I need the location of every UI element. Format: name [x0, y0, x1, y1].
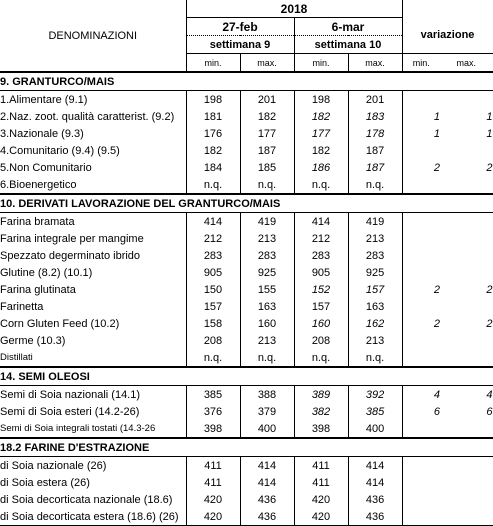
- value-min-1: 158: [186, 315, 240, 332]
- value-max-2: 414: [348, 474, 402, 491]
- table-row: [0, 474, 493, 491]
- value-max-1: 163: [240, 298, 294, 315]
- row-name: 5.Non Comunitario: [0, 161, 92, 174]
- value-max-1: n.q.: [240, 176, 294, 194]
- variation-min: 6: [433, 405, 441, 418]
- section-header: [0, 438, 493, 457]
- row-name: 6.Bioenergetico: [0, 176, 186, 194]
- value-min-2: 411: [294, 457, 348, 475]
- variation-max: [440, 332, 493, 349]
- table-row: [0, 386, 493, 404]
- max-header: max.: [240, 54, 294, 73]
- variation-max: [440, 230, 493, 247]
- value-min-2: 182: [294, 108, 348, 125]
- value-min-2: 152: [294, 281, 348, 298]
- value-max-2: n.q.: [348, 176, 402, 194]
- value-min-1: 414: [186, 213, 240, 231]
- table-row: [0, 213, 493, 231]
- variation-min: [402, 176, 440, 194]
- value-min-2: 157: [294, 298, 348, 315]
- date-header-1: 27-feb: [186, 18, 294, 36]
- variation-max: 4: [440, 386, 493, 404]
- value-max-1: 201: [240, 91, 294, 109]
- value-min-1: 157: [186, 298, 240, 315]
- value-max-2: 414: [348, 457, 402, 475]
- row-name: Farina integrale per mangime: [0, 232, 144, 245]
- denominazioni-header: DENOMINAZIONI: [48, 29, 138, 42]
- row-name: 3.Nazionale (9.3): [0, 127, 84, 140]
- value-min-1: 176: [186, 125, 240, 142]
- value-max-2: 213: [348, 230, 402, 247]
- section-title: 14. SEMI OLEOSI: [0, 367, 493, 386]
- value-max-1: 388: [240, 386, 294, 404]
- week-header-2: settimana 10: [294, 36, 402, 54]
- value-min-1: 411: [186, 457, 240, 475]
- value-min-1: 182: [186, 142, 240, 159]
- value-max-2: 213: [348, 332, 402, 349]
- week-header-1: settimana 9: [186, 36, 294, 54]
- variation-min: [402, 457, 440, 475]
- table-row: [0, 176, 493, 194]
- row-name: 2.Naz. zoot. qualità caratterist. (9.2): [0, 110, 175, 123]
- value-max-1: 419: [240, 213, 294, 231]
- variation-min: 1: [433, 127, 441, 140]
- variation-min: [402, 474, 440, 491]
- value-min-1: 212: [186, 230, 240, 247]
- variation-max: [440, 247, 493, 264]
- variation-max: [440, 420, 493, 438]
- section-header: [0, 194, 493, 213]
- value-min-2: 414: [294, 213, 348, 231]
- variation-max: [440, 142, 493, 159]
- value-min-2: 411: [294, 474, 348, 491]
- value-max-1: 185: [240, 159, 294, 176]
- value-min-1: n.q.: [186, 176, 240, 194]
- variation-max: 6: [440, 403, 493, 420]
- variation-min: 1: [433, 110, 441, 123]
- value-min-2: 905: [294, 264, 348, 281]
- table-row: [0, 91, 493, 109]
- value-max-2: 385: [348, 403, 402, 420]
- row-name: 1.Alimentare (9.1): [0, 93, 88, 106]
- value-max-1: 187: [240, 142, 294, 159]
- value-max-1: 436: [240, 491, 294, 508]
- row-name: Semi di Soia nazionali (14.1): [0, 388, 141, 401]
- value-max-2: 392: [348, 386, 402, 404]
- variation-max: [440, 474, 493, 491]
- table-row: [0, 315, 493, 332]
- variation-max: [440, 298, 493, 315]
- table-row: [0, 142, 493, 159]
- section-title: 10. DERIVATI LAVORAZIONE DEL GRANTURCO/MAIS: [0, 194, 493, 213]
- table-row: [0, 230, 493, 247]
- max-header: max.: [348, 54, 402, 73]
- variation-min: [402, 264, 440, 281]
- value-max-1: n.q.: [240, 349, 294, 367]
- value-min-2: 182: [294, 142, 348, 159]
- variation-min: [402, 298, 440, 315]
- value-max-2: 283: [348, 247, 402, 264]
- value-min-2: n.q.: [294, 349, 348, 367]
- value-max-1: 213: [240, 230, 294, 247]
- variation-max: [440, 349, 493, 367]
- value-min-2: 160: [294, 315, 348, 332]
- value-max-2: 201: [348, 91, 402, 109]
- value-min-1: 376: [186, 403, 240, 420]
- value-max-1: 155: [240, 281, 294, 298]
- variation-max: [440, 91, 493, 109]
- min-header: min.: [186, 54, 240, 73]
- variation-max: [440, 457, 493, 475]
- variation-min: [402, 420, 440, 438]
- value-min-1: 411: [186, 474, 240, 491]
- row-name: Semi di Soia integrali tostati (14.3-26: [0, 420, 186, 438]
- max-header: max.: [440, 54, 493, 73]
- variation-min: [402, 91, 440, 109]
- value-min-1: 198: [186, 91, 240, 109]
- row-name: Farinetta: [0, 300, 44, 313]
- value-min-2: 212: [294, 230, 348, 247]
- value-min-1: n.q.: [186, 349, 240, 367]
- table-row: [0, 281, 493, 298]
- value-min-1: 420: [186, 491, 240, 508]
- section-title: 18.2 FARINE D'ESTRAZIONE: [0, 438, 493, 457]
- row-name: Glutine (8.2) (10.1): [0, 266, 93, 279]
- row-name: di Soia decorticata nazionale (18.6): [0, 493, 173, 506]
- variation-max: [440, 264, 493, 281]
- value-max-2: 400: [348, 420, 402, 438]
- variation-max: 2: [440, 315, 493, 332]
- row-name: Farina bramata: [0, 215, 75, 228]
- value-min-1: 283: [186, 247, 240, 264]
- variation-min: 2: [433, 161, 441, 174]
- value-min-2: n.q.: [294, 176, 348, 194]
- table-row: [0, 403, 493, 420]
- variation-max: 1: [440, 108, 493, 125]
- row-name: Semi di Soia esteri (14.2-26): [0, 405, 140, 418]
- min-header: min.: [402, 54, 440, 73]
- variation-min: 2: [433, 283, 441, 296]
- variation-max: 2: [440, 159, 493, 176]
- variation-min: [402, 332, 440, 349]
- value-min-1: 385: [186, 386, 240, 404]
- value-max-2: 183: [348, 108, 402, 125]
- section-header: [0, 367, 493, 386]
- value-max-1: 414: [240, 457, 294, 475]
- value-max-2: 436: [348, 491, 402, 508]
- variation-min: [402, 247, 440, 264]
- table-row: [0, 349, 493, 367]
- table-row: [0, 247, 493, 264]
- header-row-year: [0, 0, 493, 18]
- value-max-1: 436: [240, 508, 294, 526]
- table-row: [0, 264, 493, 281]
- value-max-2: 163: [348, 298, 402, 315]
- variation-min: [402, 230, 440, 247]
- table-row: [0, 491, 493, 508]
- value-min-2: 398: [294, 420, 348, 438]
- value-min-1: 181: [186, 108, 240, 125]
- row-name: di Soia nazionale (26): [0, 459, 107, 472]
- variation-min: 2: [433, 317, 441, 330]
- variation-min: 4: [433, 388, 441, 401]
- value-max-2: 187: [348, 159, 402, 176]
- value-max-2: n.q.: [348, 349, 402, 367]
- value-max-1: 213: [240, 332, 294, 349]
- row-name: di Soia decorticata estera (18.6) (26): [0, 508, 186, 526]
- variation-min: [402, 142, 440, 159]
- value-max-2: 436: [348, 508, 402, 526]
- value-min-2: 420: [294, 508, 348, 526]
- value-max-1: 414: [240, 474, 294, 491]
- value-min-1: 208: [186, 332, 240, 349]
- section-header: [0, 72, 493, 91]
- row-name: Spezzato degerminato ibrido: [0, 249, 141, 262]
- row-name: Distillati: [0, 349, 186, 367]
- variation-max: [440, 491, 493, 508]
- value-max-2: 925: [348, 264, 402, 281]
- section-title: 9. GRANTURCO/MAIS: [0, 72, 493, 91]
- year-header: 2018: [186, 0, 402, 18]
- variation-max: 1: [440, 125, 493, 142]
- value-min-2: 198: [294, 91, 348, 109]
- row-name: 4.Comunitario (9.4) (9.5): [0, 144, 120, 157]
- value-min-1: 420: [186, 508, 240, 526]
- variation-max: [440, 213, 493, 231]
- value-min-2: 382: [294, 403, 348, 420]
- value-min-2: 177: [294, 125, 348, 142]
- value-min-2: 420: [294, 491, 348, 508]
- value-min-2: 208: [294, 332, 348, 349]
- min-header: min.: [294, 54, 348, 73]
- table-row: [0, 332, 493, 349]
- value-max-2: 162: [348, 315, 402, 332]
- value-max-1: 160: [240, 315, 294, 332]
- table-row: [0, 108, 493, 125]
- value-max-1: 177: [240, 125, 294, 142]
- row-name: Germe (10.3): [0, 334, 66, 347]
- value-max-1: 283: [240, 247, 294, 264]
- value-min-1: 184: [186, 159, 240, 176]
- table-row: [0, 298, 493, 315]
- table-row: [0, 420, 493, 438]
- value-max-2: 187: [348, 142, 402, 159]
- value-min-1: 150: [186, 281, 240, 298]
- value-max-1: 925: [240, 264, 294, 281]
- variation-min: [402, 349, 440, 367]
- value-max-2: 419: [348, 213, 402, 231]
- value-max-2: 157: [348, 281, 402, 298]
- value-max-2: 178: [348, 125, 402, 142]
- variazione-header: variazione: [402, 18, 493, 54]
- value-min-2: 186: [294, 159, 348, 176]
- value-max-1: 400: [240, 420, 294, 438]
- value-max-1: 379: [240, 403, 294, 420]
- date-header-2: 6-mar: [294, 18, 402, 36]
- row-name: Corn Gluten Feed (10.2): [0, 317, 120, 330]
- variation-min: [402, 491, 440, 508]
- value-min-1: 905: [186, 264, 240, 281]
- value-min-1: 398: [186, 420, 240, 438]
- variation-max: [440, 176, 493, 194]
- table-row: [0, 159, 493, 176]
- row-name: Farina glutinata: [0, 283, 76, 296]
- value-min-2: 283: [294, 247, 348, 264]
- variation-min: [402, 213, 440, 231]
- row-name: di Soia estera (26): [0, 476, 90, 489]
- value-min-2: 389: [294, 386, 348, 404]
- variation-max: 2: [440, 281, 493, 298]
- table-row: [0, 457, 493, 475]
- value-max-1: 182: [240, 108, 294, 125]
- table-row: [0, 125, 493, 142]
